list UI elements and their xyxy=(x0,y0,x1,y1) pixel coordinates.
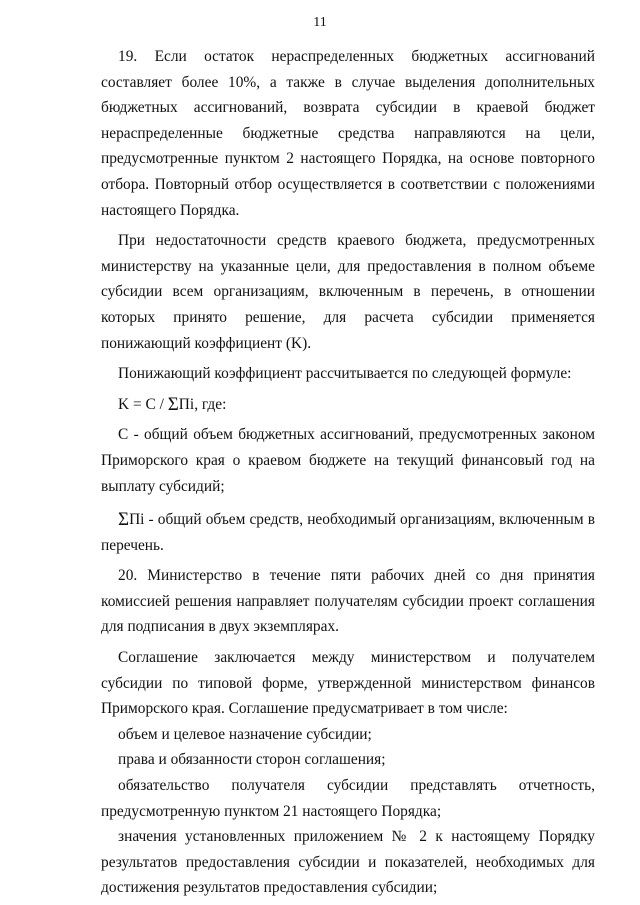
formula-end: Пi, где: xyxy=(178,395,227,413)
paragraph-sum-definition xyxy=(101,507,595,558)
paragraph-c-definition: C - общий объем бюджетных ассигнований, предусмотренных законом Приморского края о краевом бюджете на текущий финансовый год на выплату субсидий; xyxy=(101,426,595,495)
sigma-symbol: Σ xyxy=(167,393,179,415)
list-item-rights: права и обязанности сторон соглашения; xyxy=(118,751,386,769)
paragraph-agreement: Соглашение заключается между министерством и получателем субсидии по типовой форме, утвержденной министерством финансов Приморского края. Соглашение предусматривает в том числе: xyxy=(101,649,595,718)
formula xyxy=(101,392,595,418)
sum-definition-text: Пi - общий объем средств, необходимый организациям, включенным в перечень. xyxy=(101,511,595,554)
paragraph-19: 19. Если остаток нераспределенных бюджетных ассигнований составляет более 10%, а также в случае выделения дополнительных бюджетных ассигнований, возврата субсидии в краевой бюджет нераспределенные бюджетные средства направляются на цели, предусмотренные пунктом 2 настоящего Порядка, на основе повторного отбора. Повторный отбор осуществляется в соответствии с положениями настоящего Порядка. xyxy=(101,48,595,219)
paragraph-reduction-coefficient: При недостаточности средств краевого бюджета, предусмотренных министерству на указанные цели, для предоставления в полном объеме субсидии всем организациям, включенным в перечень, в отношении которых принято решение, для расчета субсидии применяется понижающий коэффициент (K). xyxy=(101,232,595,352)
paragraph-formula-intro: Понижающий коэффициент рассчитывается по следующей формуле: xyxy=(118,365,572,383)
list-item-results: значения установленных приложением № 2 к настоящему Порядку результатов предоставления субсидии и показателей, необходимых для достижения результатов предоставления субсидии; xyxy=(101,828,595,897)
page-number: 11 xyxy=(313,15,327,30)
document-body xyxy=(101,44,595,901)
list-item-reporting: обязательство получателя субсидии представлять отчетность, предусмотренную пунктом 21 настоящего Порядка; xyxy=(101,777,595,820)
paragraph-20: 20. Министерство в течение пяти рабочих дней со дня принятия комиссией решения направляет получателям субсидии проект соглашения для подписания в двух экземплярах. xyxy=(101,567,595,636)
list-item-volume: объем и целевое назначение субсидии; xyxy=(118,725,372,743)
sigma-symbol-2: Σ xyxy=(118,509,130,531)
formula-start: K = C / xyxy=(118,395,168,413)
